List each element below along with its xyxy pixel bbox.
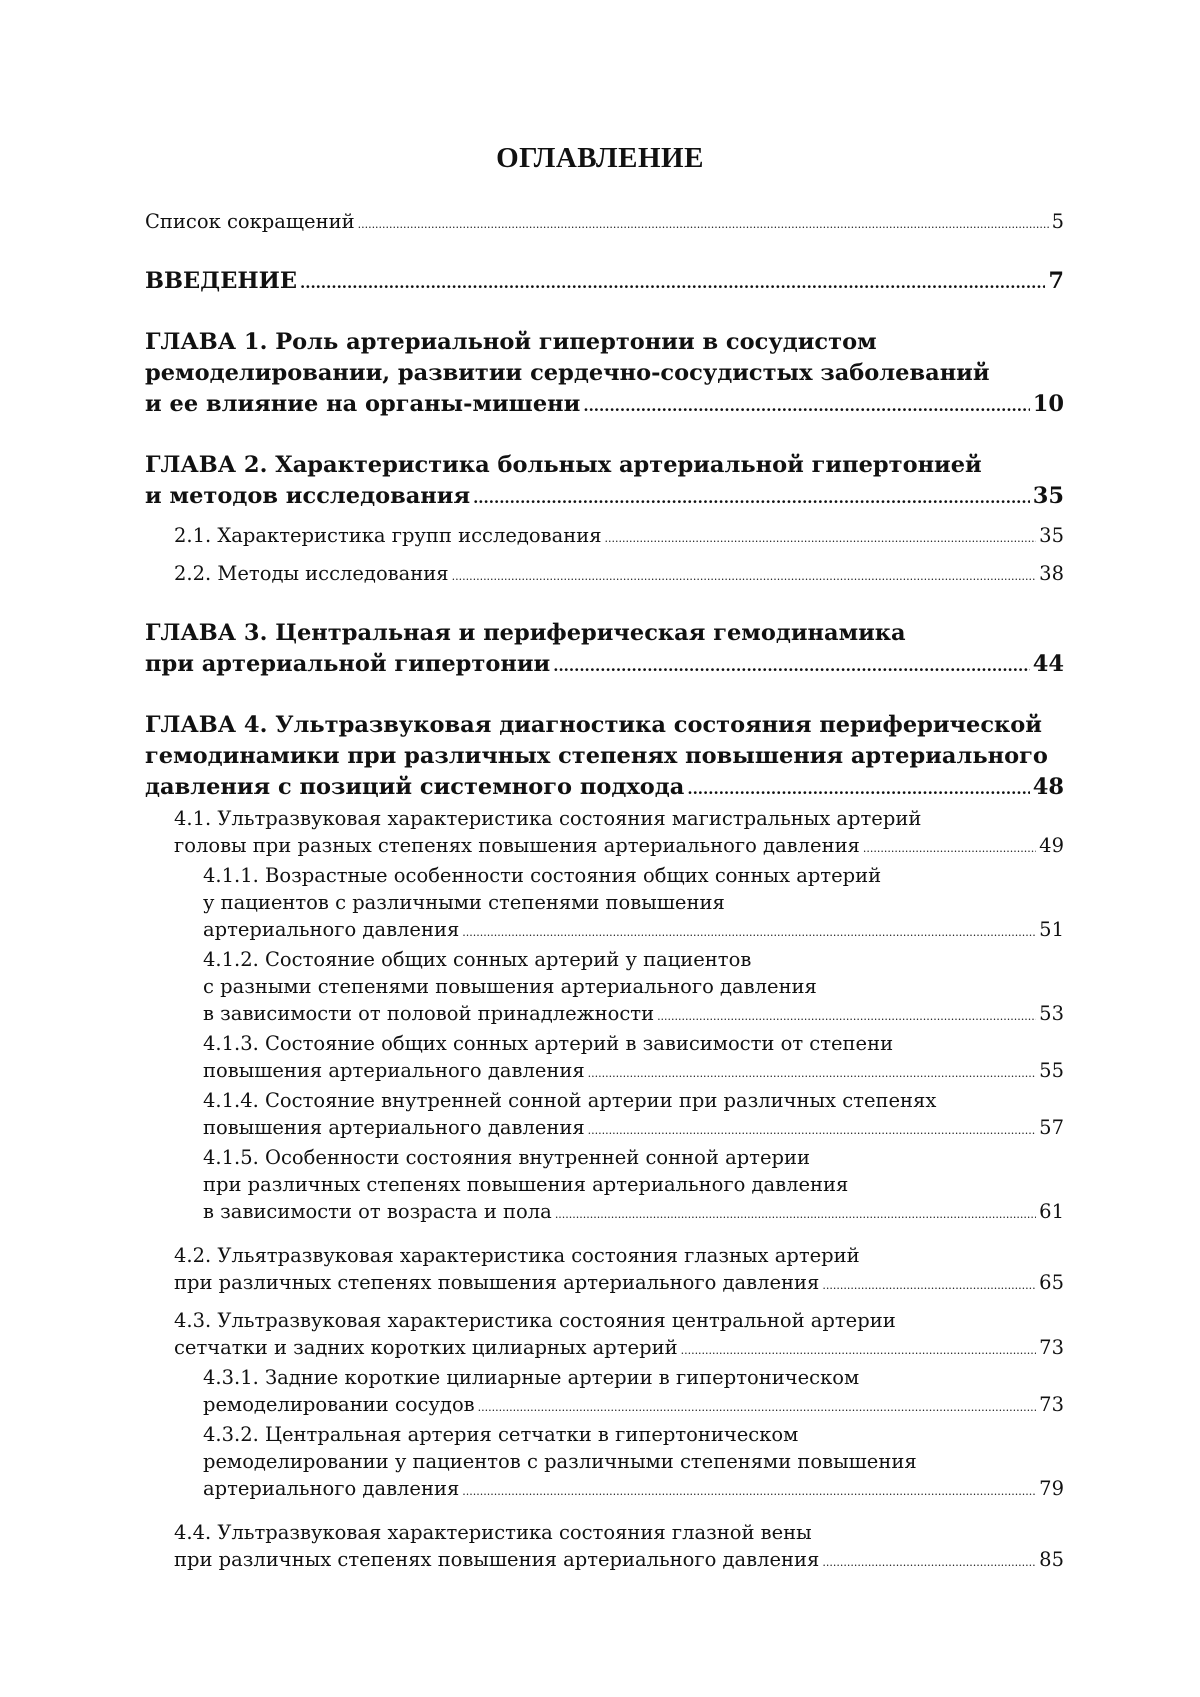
toc-entry-4-3-1[interactable]	[145, 1364, 1064, 1421]
dot-leader	[462, 919, 1036, 946]
toc-entry-text: артериального давления	[203, 1477, 460, 1500]
toc-page-number: 79	[1039, 1477, 1064, 1500]
toc-entry-text: 4.1.1. Возрастные особенности состояния общих сонных артерий	[203, 864, 882, 887]
toc-page-number: 48	[1032, 774, 1064, 800]
toc-entry-text: с разными степенями повышения артериального давления	[203, 975, 817, 998]
toc-entry-4-1-1[interactable]	[145, 862, 1064, 946]
toc-page-number: 51	[1039, 918, 1064, 941]
toc-entry-2-1[interactable]	[145, 522, 1064, 552]
toc-entry-4-3[interactable]	[145, 1307, 1064, 1364]
toc-entry-text: 4.2. Ульятразвуковая характеристика состояния глазных артерий	[174, 1244, 860, 1267]
dot-leader	[452, 563, 1037, 590]
dot-leader	[300, 268, 1045, 299]
toc-page-number: 5	[1051, 210, 1064, 233]
toc-page-number: 53	[1039, 1002, 1064, 1025]
toc-entry-text: ВВЕДЕНИЕ	[145, 268, 298, 294]
toc-page-number: 65	[1039, 1271, 1064, 1294]
toc-entry-text: 4.1.2. Состояние общих сонных артерий у пациентов	[203, 948, 752, 971]
dot-leader	[358, 211, 1049, 238]
toc-page-number: 35	[1032, 483, 1064, 509]
toc-page-number: 61	[1039, 1200, 1064, 1223]
dot-leader	[473, 483, 1030, 514]
dot-leader	[555, 1201, 1036, 1228]
dot-leader	[681, 1337, 1037, 1364]
toc-entry-text: 2.2. Методы исследования	[174, 562, 449, 585]
dot-leader	[863, 835, 1036, 862]
toc-entry-text: давления с позиций системного подхода	[145, 774, 685, 800]
dot-leader	[583, 391, 1029, 422]
toc-entry-text: и ее влияние на органы-мишени	[145, 391, 581, 417]
toc-entry-4-4[interactable]	[145, 1519, 1064, 1576]
toc-page-number: 73	[1039, 1393, 1064, 1416]
dot-leader	[478, 1394, 1037, 1421]
toc-entry-text: ГЛАВА 1. Роль артериальной гипертонии в сосудистом	[145, 329, 877, 355]
toc-entry-text: сетчатки и задних коротких цилиарных артерий	[174, 1336, 678, 1359]
toc-entry-text: Список сокращений	[145, 210, 355, 233]
toc-page-number: 7	[1048, 268, 1064, 294]
toc-entry-text: при артериальной гипертонии	[145, 651, 551, 677]
toc-entry-text: в зависимости от половой принадлежности	[203, 1002, 655, 1025]
toc-entry-text: ремоделировании, развитии сердечно-сосудистых заболеваний	[145, 360, 990, 386]
toc-entry-chapter-4[interactable]	[145, 710, 1064, 805]
toc-entry-4-1-4[interactable]	[145, 1087, 1064, 1144]
dot-leader	[687, 774, 1029, 805]
toc-entry-text: 4.1.3. Состояние общих сонных артерий в зависимости от степени	[203, 1032, 894, 1055]
toc-entry-abbreviations[interactable]	[145, 208, 1064, 238]
toc-entry-text: повышения артериального давления	[203, 1059, 585, 1082]
dot-leader	[553, 651, 1029, 682]
toc-entry-text: 4.3.2. Центральная артерия сетчатки в гипертоническом	[203, 1423, 799, 1446]
toc-entry-introduction[interactable]	[145, 266, 1064, 299]
toc-entry-4-3-2[interactable]	[145, 1421, 1064, 1505]
toc-entry-text: 4.1.5. Особенности состояния внутренней сонной артерии	[203, 1146, 810, 1169]
toc-entry-2-2[interactable]	[145, 560, 1064, 590]
toc-entry-text: ремоделировании у пациентов с различными степенями повышения	[203, 1450, 917, 1473]
dot-leader	[462, 1478, 1036, 1505]
toc-entry-text: при различных степенях повышения артериального давления	[174, 1271, 820, 1294]
dot-leader	[588, 1117, 1037, 1144]
toc-page-number: 44	[1032, 651, 1064, 677]
toc-page-number: 38	[1039, 562, 1064, 585]
toc-entry-4-2[interactable]	[145, 1242, 1064, 1299]
dot-leader	[822, 1272, 1036, 1299]
toc-page-number: 10	[1032, 391, 1064, 417]
toc-entry-text: 4.3. Ультразвуковая характеристика состояния центральной артерии	[174, 1309, 896, 1332]
toc-entry-chapter-3[interactable]	[145, 618, 1064, 682]
toc-entry-text: 4.1. Ультразвуковая характеристика состояния магистральных артерий	[174, 807, 922, 830]
toc-entry-text: у пациентов с различными степенями повышения	[203, 891, 725, 914]
toc-entry-4-1-3[interactable]	[145, 1030, 1064, 1087]
toc-entry-4-1-5[interactable]	[145, 1144, 1064, 1228]
toc-page-number: 35	[1039, 524, 1064, 547]
toc-entry-text: ремоделировании сосудов	[203, 1393, 475, 1416]
toc-page-number: 49	[1039, 834, 1064, 857]
dot-leader	[605, 525, 1037, 552]
toc-entry-text: ГЛАВА 4. Ультразвуковая диагностика состояния периферической	[145, 712, 1042, 738]
page-title: ОГЛАВЛЕНИЕ	[496, 142, 704, 174]
toc-entry-text: головы при разных степенях повышения артериального давления	[174, 834, 860, 857]
toc-entry-text: в зависимости от возраста и пола	[203, 1200, 552, 1223]
toc-entry-text: 4.3.1. Задние короткие цилиарные артерии в гипертоническом	[203, 1366, 860, 1389]
dot-leader	[588, 1060, 1037, 1087]
toc-entry-4-1[interactable]	[145, 805, 1064, 862]
toc-entry-text: и методов исследования	[145, 483, 471, 509]
toc-entry-text: при различных степенях повышения артериального давления	[203, 1173, 849, 1196]
toc-page-number: 55	[1039, 1059, 1064, 1082]
toc-entry-text: 4.1.4. Состояние внутренней сонной артерии при различных степенях	[203, 1089, 937, 1112]
toc-page-number: 57	[1039, 1116, 1064, 1139]
toc-entry-text: повышения артериального давления	[203, 1116, 585, 1139]
toc-entry-text: ГЛАВА 3. Центральная и периферическая гемодинамика	[145, 620, 906, 646]
toc-entry-4-1-2[interactable]	[145, 946, 1064, 1030]
toc-entry-text: 2.1. Характеристика групп исследования	[174, 524, 602, 547]
toc-page-number: 85	[1039, 1548, 1064, 1571]
toc-entry-text: артериального давления	[203, 918, 460, 941]
toc-entry-text: ГЛАВА 2. Характеристика больных артериальной гипертонией	[145, 452, 982, 478]
toc-entry-text: при различных степенях повышения артериального давления	[174, 1548, 820, 1571]
toc-entry-chapter-1[interactable]	[145, 327, 1064, 422]
toc-entry-chapter-2[interactable]	[145, 450, 1064, 514]
toc-entry-text: 4.4. Ультразвуковая характеристика состояния глазной вены	[174, 1521, 812, 1544]
toc-list	[145, 208, 1064, 1576]
dot-leader	[822, 1549, 1036, 1576]
toc-page-number: 73	[1039, 1336, 1064, 1359]
dot-leader	[657, 1003, 1036, 1030]
toc-entry-text: гемодинамики при различных степенях повышения артериального	[145, 743, 1048, 769]
